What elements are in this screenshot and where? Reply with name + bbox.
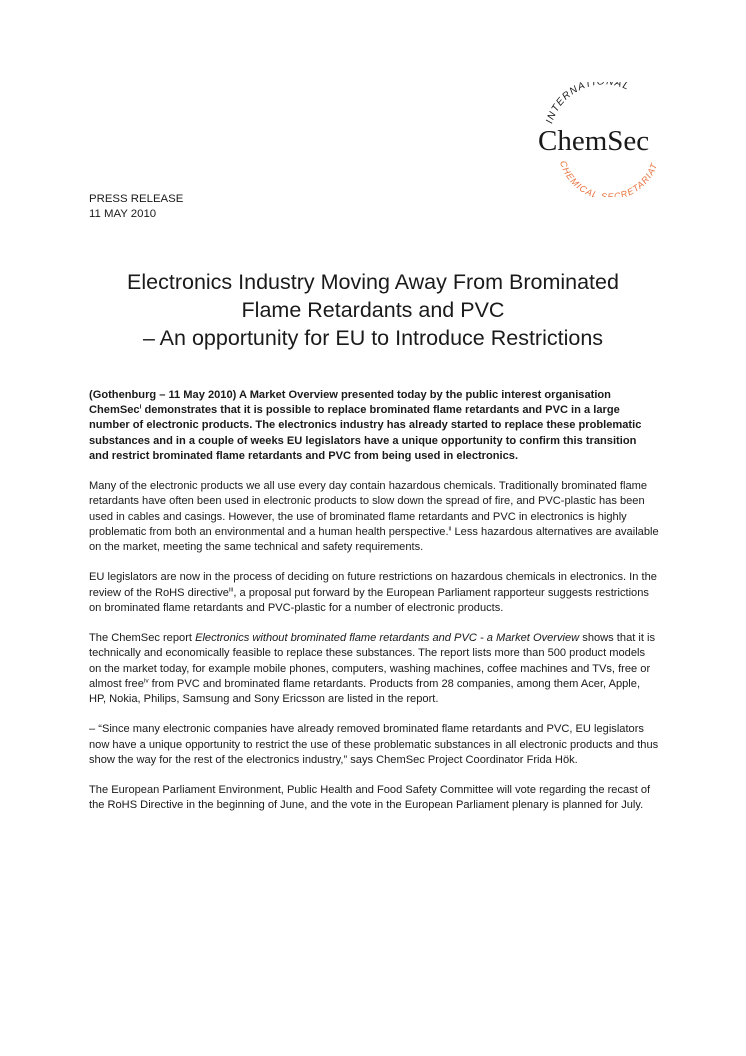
logo-arc-top: INTERNATI NAL: [544, 82, 632, 125]
title-line-2: Flame Retardants and PVC: [241, 298, 505, 322]
para2-text-2: , a proposal put forward by the European Parliament rapporteur suggests restrictions on brominated flame retardants and PVC-plastic for a number of electronic products.: [89, 586, 649, 614]
chemsec-logo-graphic: [532, 82, 672, 197]
lead-text-1: (Gothenburg – 11 May 2010) A Market Overview presented today by the public interest organisation ChemSec: [89, 389, 611, 417]
paragraph-quote: – “Since many electronic companies have already removed brominated flame retardants and PVC, EU legislators now have a unique opportunity to restrict the use of these problematic substances in all electronic products and thus show the way for the rest of the electronics industry,” says ChemSec Project Coordinator Frida Hök.: [89, 723, 659, 766]
logo-arc-bottom: CHEMICAL SECRETARIAT: [557, 159, 660, 197]
logo-wordmark: ChemSec: [538, 125, 650, 157]
paragraph-vote: The European Parliament Environment, Public Health and Food Safety Committee will vote regarding the recast of the RoHS Directive in the beginning of June, and the vote in the European Parliament plenary is planned for July.: [89, 784, 651, 812]
article-body: [89, 388, 659, 829]
paragraph-report: [89, 631, 659, 707]
para3-text-1: The ChemSec report: [89, 632, 196, 645]
press-release-label: PRESS RELEASE: [89, 193, 184, 205]
paragraph-hazardous-chemicals: [89, 479, 659, 555]
endnote-ref: iii: [228, 585, 234, 593]
press-release-header: [89, 192, 183, 222]
title-line-1: Electronics Industry Moving Away From Brominated: [127, 270, 619, 294]
lead-text-2: demonstrates that it is possible to replace brominated flame retardants and PVC in a large number of electronic products. The electronics industry has already started to replace these problematic substances and in a couple of weeks EU legislators have a unique opportunity to confirm this transition and restrict brominated flame retardants and PVC from being used in electronics.: [89, 404, 642, 462]
report-title: Electronics without brominated flame retardants and PVC - a Market Overview: [195, 632, 580, 645]
endnote-ref: i: [139, 403, 142, 411]
lead-paragraph: [89, 388, 659, 464]
para3-text-2: shows that it is technically and economically feasible to replace these substances. The report lists more than 500 product models on the market today, for example mobile phones, computers, washing machines, coffee machines and TVs, free or almost free: [89, 632, 656, 690]
chemsec-logo: [532, 82, 672, 197]
title-line-3: – An opportunity for EU to Introduce Restrictions: [142, 326, 604, 350]
page-title: [60, 268, 686, 352]
press-release-date: 11 MAY 2010: [89, 208, 157, 220]
para1-text-1: Many of the electronic products we all use every day contain hazardous chemicals. Traditionally brominated flame retardants have often been used in electronic products to slow down the spread of fire, and PVC-plastic has been used in cables and casings. However, the use of brominated flame retardants and PVC in electronics is highly problematic from both an environmental and a human health perspective.: [89, 480, 648, 538]
para1-text-2: Less hazardous alternatives are available on the market, meeting the same technical and safety requirements.: [89, 525, 659, 554]
endnote-ref: ii: [448, 525, 452, 533]
para3-text-3: from PVC and brominated flame retardants. Products from 28 companies, among them Acer, Apple, HP, Nokia, Philips, Samsung and Sony Ericsson are listed in the report.: [89, 677, 641, 706]
endnote-ref: iv: [143, 677, 149, 685]
paragraph-eu-legislators: [89, 570, 659, 616]
para2-text-1: EU legislators are now in the process of deciding on future restrictions on hazardous chemicals in electronics. In the review of the RoHS directive: [89, 571, 657, 599]
